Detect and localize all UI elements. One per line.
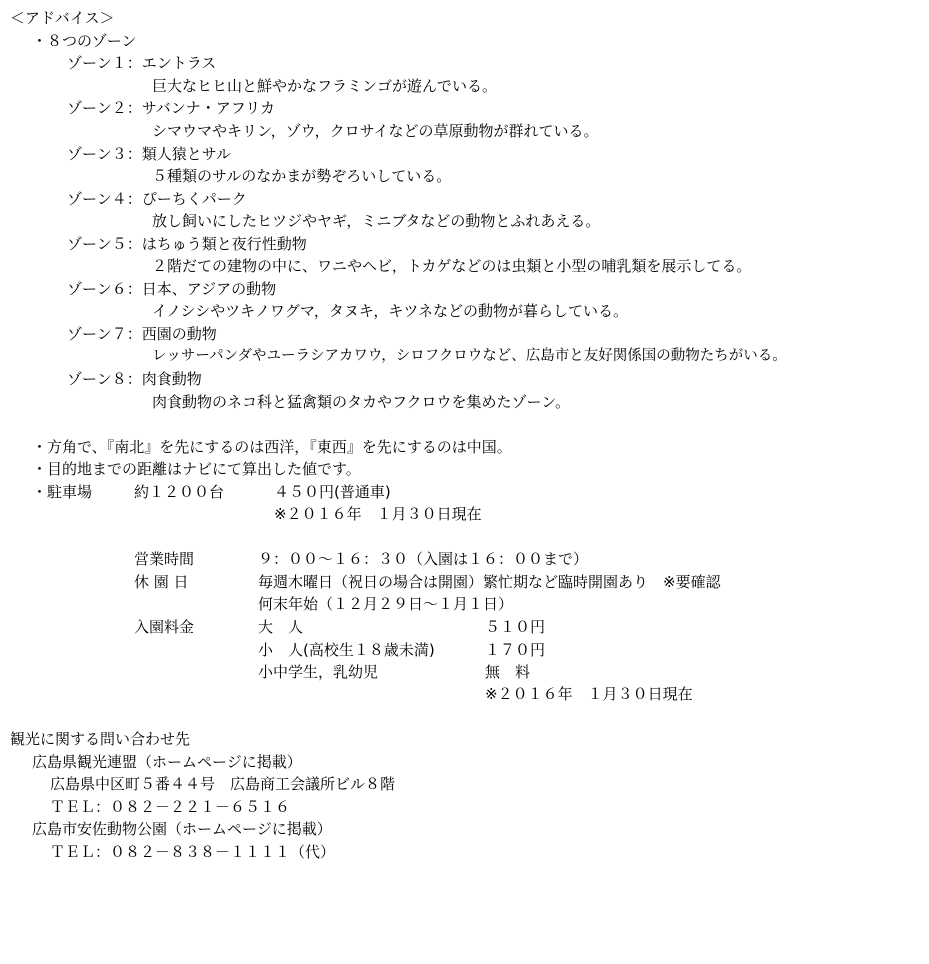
zone-6-label: ゾーン６：日本、アジアの動物 — [67, 280, 277, 298]
parking-as-of: ※２０１６年 １月３０日現在 — [274, 505, 482, 523]
parking-label: ・駐車場 — [32, 483, 93, 501]
closed-label: 休 園 日 — [134, 573, 189, 591]
contact-heading: 観光に関する問い合わせ先 — [10, 730, 191, 748]
fees-as-of: ※２０１６年 １月３０日現在 — [485, 685, 693, 703]
contact-org1: 広島県観光連盟（ホームページに掲載） — [32, 753, 302, 771]
closed-value: 毎週木曜日（祝日の場合は開園）繁忙期など臨時開園あり ※要確認 — [258, 573, 721, 591]
fees-label: 入園料金 — [134, 618, 195, 636]
zone-7-desc: レッサーパンダやユーラシアカワウ，シロフクロウなど、広島市と友好関係国の動物たちがいる。 — [152, 348, 787, 364]
hours-value: ９：００～１６：３０（入園は１６：００まで） — [258, 550, 589, 568]
zone-8-label: ゾーン８：肉食動物 — [67, 370, 202, 388]
zones-title: ・８つのゾーン — [32, 32, 137, 50]
fee-child-price: １７０円 — [485, 641, 546, 659]
zone-1-label: ゾーン１：エントラス — [67, 54, 217, 72]
zone-7-label: ゾーン７：西園の動物 — [67, 325, 217, 343]
fee-student-price: 無 料 — [485, 663, 531, 681]
zone-6-desc: イノシシやツキノワグマ，タヌキ，キツネなどの動物が暮らしている。 — [152, 302, 629, 320]
parking-price: ４５０円(普通車) — [274, 483, 391, 501]
zone-4-desc: 放し飼いにしたヒツジやヤギ，ミニブタなどの動物とふれあえる。 — [152, 212, 601, 230]
advice-heading: ＜アドバイス＞ — [10, 9, 115, 27]
zone-2-desc: シマウマやキリン，ゾウ，クロサイなどの草原動物が群れている。 — [152, 122, 599, 140]
contact-org1-address: 広島県中区町５番４４号 広島商工会議所ビル８階 — [50, 775, 396, 793]
contact-org2-tel: ＴＥＬ：０８２－８３８－１１１１（代） — [50, 843, 336, 861]
zone-1-desc: 巨大なヒヒ山と鮮やかなフラミンゴが遊んでいる。 — [152, 77, 498, 95]
note-direction: ・方角で、『南北』を先にするのは西洋，『東西』を先にするのは中国。 — [32, 438, 512, 456]
zone-4-label: ゾーン４：ぴーちくパーク — [67, 190, 247, 208]
note-distance: ・目的地までの距離はナビにて算出した値です。 — [32, 460, 361, 478]
zone-3-desc: ５種類のサルのなかまが勢ぞろいしている。 — [152, 167, 452, 185]
parking-count: 約１２００台 — [134, 483, 225, 501]
closed-value-2: 何末年始（１２月２９日～１月１日） — [258, 595, 514, 613]
fee-adult-price: ５１０円 — [485, 618, 546, 636]
contact-org1-tel: ＴＥＬ：０８２－２２１－６５１６ — [50, 798, 291, 816]
zone-5-label: ゾーン５：はちゅう類と夜行性動物 — [67, 235, 307, 253]
hours-label: 営業時間 — [134, 550, 195, 568]
zone-3-label: ゾーン３：類人猿とサル — [67, 145, 231, 163]
zone-8-desc: 肉食動物のネコ科と猛禽類のタカやフクロウを集めたゾーン。 — [152, 393, 571, 411]
zone-2-label: ゾーン２：サバンナ・アフリカ — [67, 99, 276, 117]
fee-adult-who: 大 人 — [258, 618, 304, 636]
contact-org2: 広島市安佐動物公園（ホームページに掲載） — [32, 820, 332, 838]
zone-5-desc: ２階だての建物の中に、ワニやヘビ，トカゲなどのは虫類と小型の哺乳類を展示してる。 — [152, 257, 752, 275]
fee-student-who: 小中学生，乳幼児 — [258, 663, 379, 681]
fee-child-who: 小 人(高校生１８歳未満) — [258, 641, 435, 659]
